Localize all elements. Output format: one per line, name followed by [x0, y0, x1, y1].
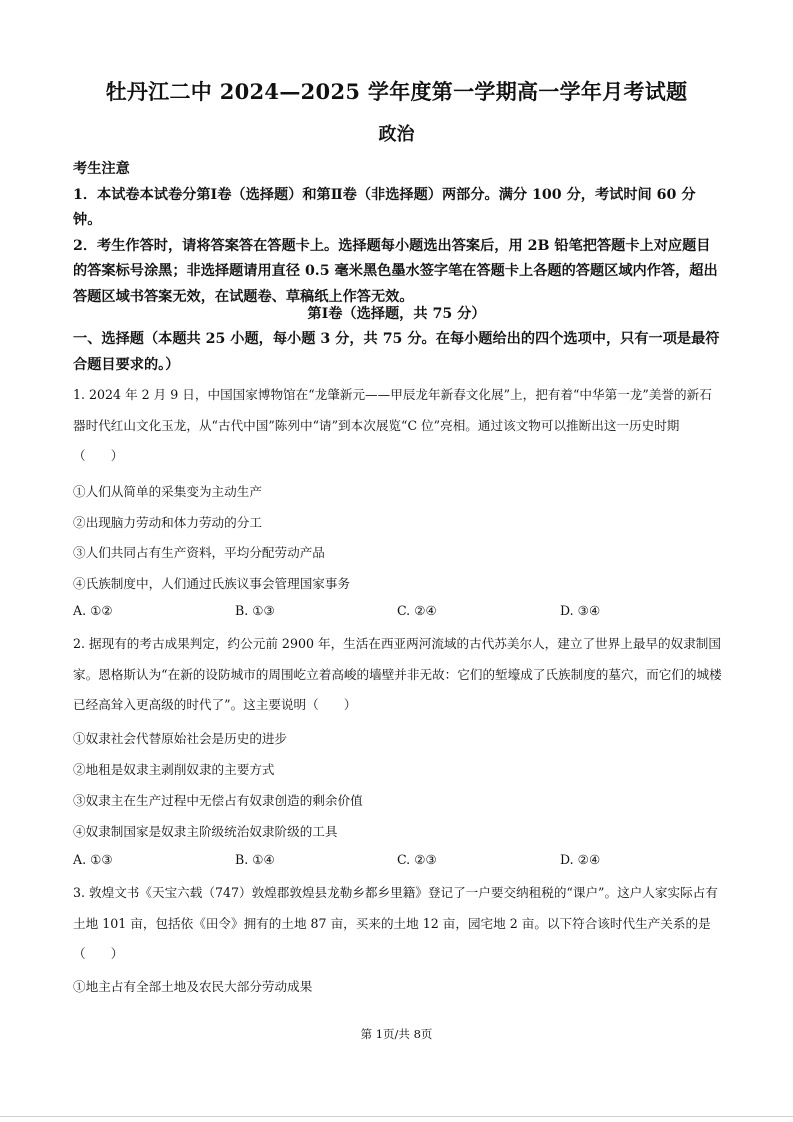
question-3-item: ①地主占有全部土地及农民大部分劳动成果	[73, 979, 313, 994]
notice-heading: 考生注意	[73, 161, 130, 177]
option-c[interactable]: C. ②④	[397, 603, 437, 618]
subject-title: 政治	[378, 124, 415, 145]
question-1-item: ①人们从简单的采集变为主动生产	[73, 484, 262, 499]
page-divider	[0, 1116, 793, 1117]
question-1-item: ②出现脑力劳动和体力劳动的分工	[73, 515, 262, 530]
question-1-item: ④氏族制度中，人们通过氏族议事会管理国家事务	[73, 576, 351, 591]
option-d[interactable]: D. ②④	[560, 852, 601, 867]
question-2-item: ③奴隶主在生产过程中无偿占有奴隶创造的剩余价值	[73, 793, 363, 808]
question-1-item: ③人们共同占有生产资料，平均分配劳动产品	[73, 545, 325, 560]
option-b[interactable]: B. ①③	[235, 603, 275, 618]
question-1-stem: 1. 2024 年 2 月 9 日，中国国家博物馆在“龙肇新元——甲辰龙年新春文化展”上，把有着“中华第一龙”美誉的新石器时代红山文化玉龙，从“古代中国”陈列中“请”到本次展览“C 位”亮相。通过该文物可以推断出这一历史时期（ ）	[73, 387, 712, 463]
notice-item-2: 2．考生作答时，请将答案答在答题卡上。选择题每小题选出答案后，用 2B 铅笔把答题卡上对应题目的答案标号涂黑；非选择题请用直径 0.5 毫米黑色墨水签字笔在答题卡上各题的答题区域内作答，超出答题区域书答案无效，在试题卷、草稿纸上作答无效。	[73, 237, 718, 305]
exam-title: 牡丹江二中 2024—2025 学年度第一学期高一学年月考试题	[105, 79, 688, 104]
option-c[interactable]: C. ②③	[397, 852, 437, 867]
question-3-stem: 3. 敦煌文书《天宝六载（747）敦煌郡敦煌县龙勒乡都乡里籍》登记了一户要交纳租税的“课户”。这户人家实际占有土地 101 亩，包括依《田令》拥有的土地 87 亩，买来的土地 12 亩，园宅地 2 亩。以下符合该时代生产关系的是（ ）	[73, 885, 718, 961]
option-a[interactable]: A. ①③	[73, 852, 113, 867]
question-1-options	[73, 603, 723, 623]
question-2-stem: 2. 据现有的考古成果判定，约公元前 2900 年，生活在西亚两河流域的古代苏美尔人，建立了世界上最早的奴隶制国家。恩格斯认为“在新的设防城市的周围屹立着高峻的墙壁并非无故：它们的堑壕成了氏族制度的墓穴，而它们的城楼已经高耸入更高级的时代了”。这主要说明（ ）	[73, 636, 722, 712]
section-heading: 第Ⅰ卷（选择题，共 75 分）	[307, 306, 486, 322]
section-intro: 一、选择题（本题共 25 小题，每小题 3 分，共 75 分。在每小题给出的四个选项中，只有一项是最符合题目要求的。）	[73, 331, 720, 373]
option-b[interactable]: B. ①④	[235, 852, 275, 867]
question-2-item: ②地租是奴隶主剥削奴隶的主要方式	[73, 762, 275, 777]
notice-item-1: 1．本试卷本试卷分第Ⅰ卷（选择题）和第Ⅱ卷（非选择题）两部分。满分 100 分，考试时间 60 分钟。	[73, 186, 696, 228]
question-2-item: ①奴隶社会代替原始社会是历史的进步	[73, 731, 288, 746]
notice-block	[73, 157, 723, 310]
option-a[interactable]: A. ①②	[73, 603, 113, 618]
option-d[interactable]: D. ③④	[560, 603, 601, 618]
question-2-item: ④奴隶制国家是奴隶主阶级统治奴隶阶级的工具	[73, 824, 338, 839]
page-number: 第 1页/共 8页	[360, 1027, 433, 1041]
question-2-options	[73, 852, 723, 872]
